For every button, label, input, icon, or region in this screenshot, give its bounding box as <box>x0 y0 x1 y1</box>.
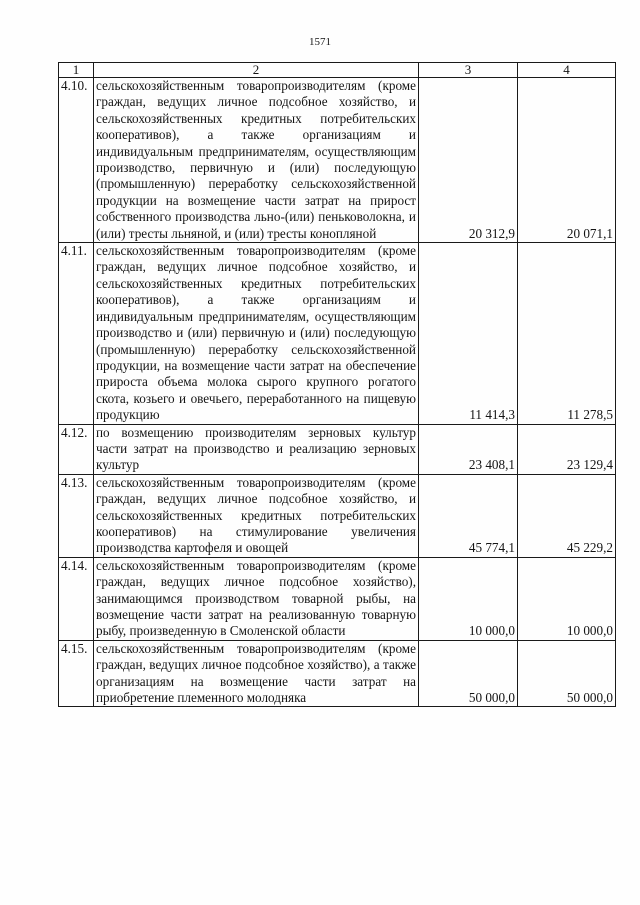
budget-table <box>58 62 616 707</box>
row-amount-col4: 23 129,4 <box>518 424 616 474</box>
header-cell-3: 3 <box>419 63 518 78</box>
row-amount-col3: 20 312,9 <box>419 78 518 243</box>
row-amount-col4: 20 071,1 <box>518 78 616 243</box>
row-amount-col3: 45 774,1 <box>419 474 518 557</box>
row-number: 4.10. <box>59 78 94 243</box>
row-description: сельскохозяйственным товаропроизводителям (кроме граждан, ведущих личное подсобное хозяйство), а также организациям на возмещение части затрат на приобретение племенного молодняка <box>94 640 419 707</box>
row-amount-col3: 23 408,1 <box>419 424 518 474</box>
row-description: сельскохозяйственным товаропроизводителям (кроме граждан, ведущих личное подсобное хозяйство, и сельскохозяйственных кредитных потребительских кооперативов), а также организациям и индивидуальным предпринимателям, осуществляющим производство и (или) первичную и (или) последующую (промышленную) переработку сельскохозяйственной продукции, на возмещение части затрат на обеспечение прироста объема молока сырого крупного рогатого скота, козьего и овечьего, переработанного на пищевую продукцию <box>94 243 419 424</box>
header-cell-1: 1 <box>59 63 94 78</box>
row-number: 4.12. <box>59 424 94 474</box>
row-amount-col3: 50 000,0 <box>419 640 518 707</box>
row-amount-col3: 10 000,0 <box>419 557 518 640</box>
table-row <box>59 78 616 243</box>
row-number: 4.14. <box>59 557 94 640</box>
row-amount-col4: 45 229,2 <box>518 474 616 557</box>
row-number: 4.11. <box>59 243 94 424</box>
header-cell-4: 4 <box>518 63 616 78</box>
table-row <box>59 557 616 640</box>
page-number: 1571 <box>309 36 331 48</box>
row-description: сельскохозяйственным товаропроизводителям (кроме граждан, ведущих личное подсобное хозяйство), занимающимся производством товарной рыбы, на возмещение части затрат на реализованную товарную рыбу, произведенную в Смоленской области <box>94 557 419 640</box>
row-number: 4.13. <box>59 474 94 557</box>
row-description: сельскохозяйственным товаропроизводителям (кроме граждан, ведущих личное подсобное хозяйство, и сельскохозяйственных кредитных потребительских кооперативов), а также организациям и индивидуальным предпринимателям, осуществляющим производство, первичную и (или) последующую (промышленную) переработку сельскохозяйственной продукции на возмещение части затрат на прирост собственного производства льно-(или) пеньковолокна, и (или) тресты льняной, и (или) тресты конопляной <box>94 78 419 243</box>
row-amount-col3: 11 414,3 <box>419 243 518 424</box>
table-header-row <box>59 63 616 78</box>
table-row <box>59 424 616 474</box>
row-amount-col4: 50 000,0 <box>518 640 616 707</box>
row-description: сельскохозяйственным товаропроизводителям (кроме граждан, ведущих личное подсобное хозяйство, и сельскохозяйственных кредитных потребительских кооперативов) на стимулирование увеличения производства картофеля и овощей <box>94 474 419 557</box>
table-row <box>59 640 616 707</box>
row-amount-col4: 11 278,5 <box>518 243 616 424</box>
row-number: 4.15. <box>59 640 94 707</box>
row-description: по возмещению производителям зерновых культур части затрат на производство и реализацию зерновых культур <box>94 424 419 474</box>
row-amount-col4: 10 000,0 <box>518 557 616 640</box>
header-cell-2: 2 <box>94 63 419 78</box>
table-row <box>59 243 616 424</box>
table-row <box>59 474 616 557</box>
